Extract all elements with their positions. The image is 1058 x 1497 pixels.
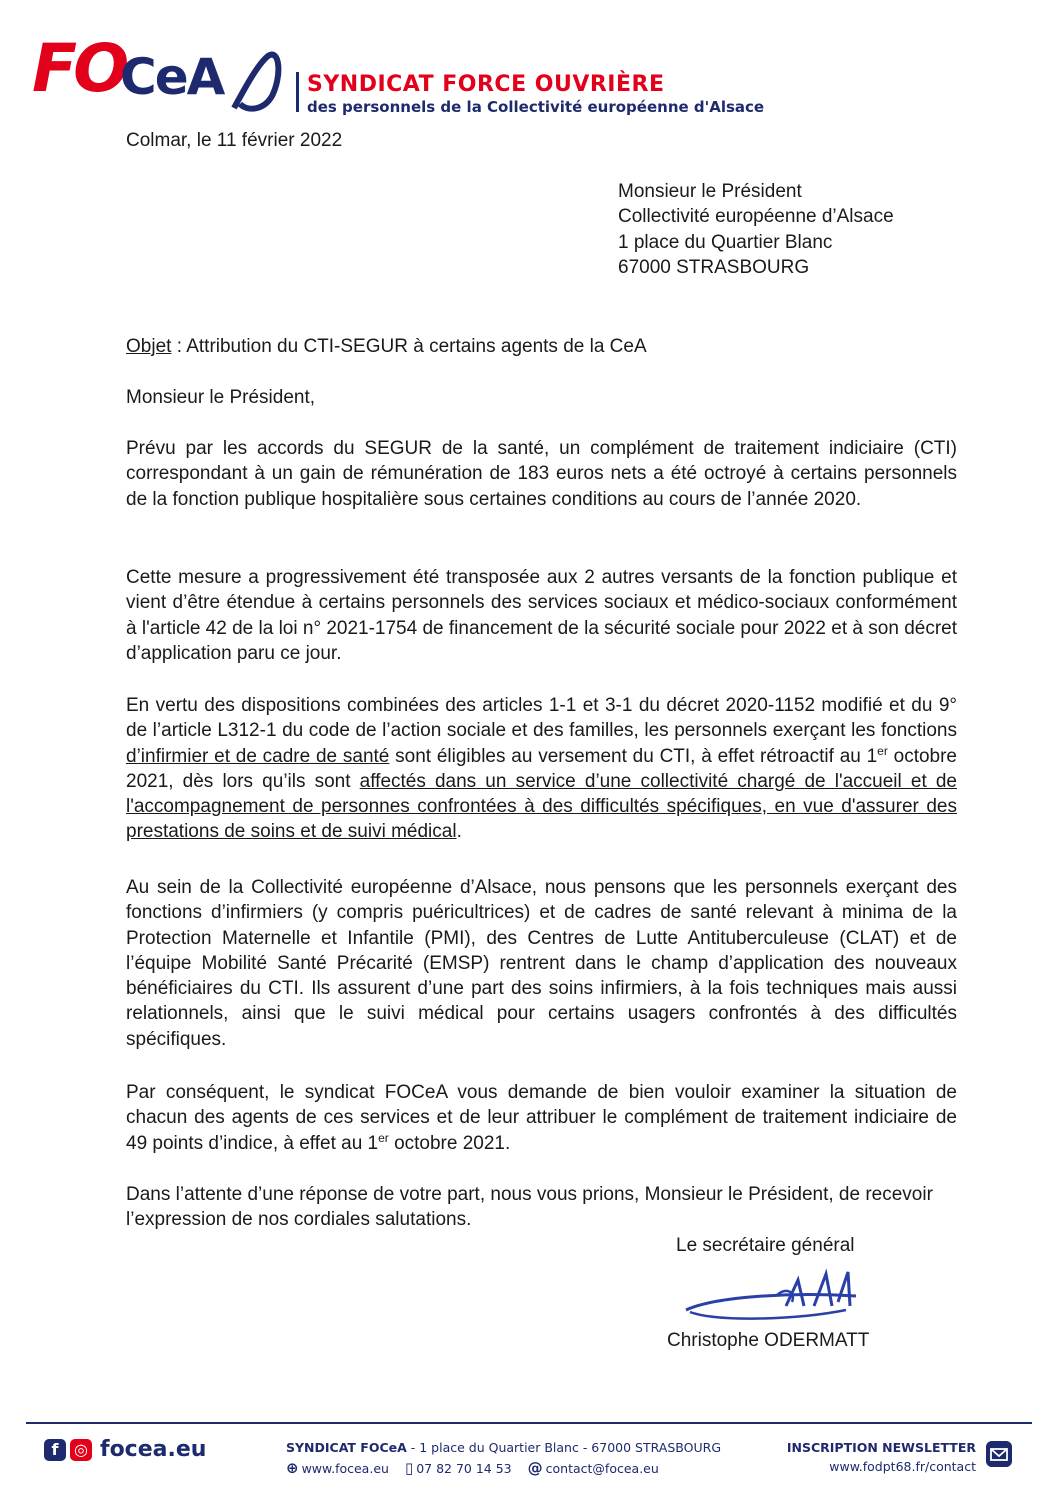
globe-icon: ⊕ (286, 1459, 299, 1477)
paragraph-1: Prévu par les accords du SEGUR de la santé, un complément de traitement indiciaire (CTI) correspondant à un gain de rémunération de 183 euros nets a été octroyé à certains personnels de la fonction publique hospitalière sous certaines conditions au cours de l’année 2020. (126, 438, 957, 510)
recipient-line: Collectivité européenne d’Alsace (618, 206, 894, 228)
recipient-address (618, 179, 894, 280)
footer-contact-line (286, 1459, 736, 1477)
p3-text-a: En vertu des dispositions combinées des articles 1-1 et 3-1 du décret 2020-1152 modifié et du 9° de l’article L312-1 du code de l’action sociale et des familles, les personnels exerçant les fonctions (126, 695, 957, 742)
footer-email-text: contact@focea.eu (545, 1461, 659, 1476)
p3-superscript: er (877, 743, 888, 758)
header-title: SYNDICAT FORCE OUVRIÈRE (307, 72, 665, 97)
letterhead (28, 30, 788, 120)
subject-label: Objet (126, 336, 172, 357)
p3-text-c: sont éligibles au versement du CTI, à effet rétroactif au 1 (389, 745, 878, 767)
footer-phone-text: 07 82 70 14 53 (416, 1461, 512, 1476)
footer-newsletter (786, 1440, 976, 1474)
newsletter-label: INSCRIPTION NEWSLETTER (786, 1440, 976, 1455)
handwritten-signature (676, 1266, 876, 1330)
closing-paragraph: Dans l’attente d’une réponse de votre part, nous vous prions, Monsieur le Président, de recevoir l’expression de nos cordiales salutations. (126, 1184, 933, 1231)
logo-fo: FO (32, 30, 126, 107)
mail-icon[interactable] (986, 1441, 1012, 1467)
recipient-line: 1 place du Quartier Blanc (618, 231, 833, 253)
signer-title: Le secrétaire général (676, 1235, 855, 1256)
paragraph-2: Cette mesure a progressivement été transposée aux 2 autres versants de la fonction publique et vient d’être étendue à certains personnels des services sociaux et médico-sociaux conformément à l'article 42 de la loi n° 2021-1754 de financement de la sécurité sociale pour 2022 et à son décret d’application paru ce jour. (126, 567, 957, 664)
paragraph-3 (126, 693, 957, 845)
subject-text: : Attribution du CTI-SEGUR à certains agents de la CeA (171, 336, 647, 357)
paragraph-4: Au sein de la Collectivité européenne d’Alsace, nous pensons que les personnels exerçant des fonctions d’infirmiers (y compris puéricultrices) et de cadres de santé relevant à minima de la Protection Maternelle et Infantile (PMI), des Centres de Lutte Antituberculeuse (CLAT) et de l’équipe Mobilité Santé Précarité (EMSP) rentrent dans le champ d’application des nouveaux bénéficiaires du CTI. Ils assurent d’une part des soins infirmiers, à la fois techniques mais aussi relationnels, ainsi que le suivi médical pour certains usagers confrontés à des difficultés spécifiques. (126, 877, 957, 1050)
recipient-line: 67000 STRASBOURG (618, 256, 810, 278)
recipient-line: Monsieur le Président (618, 181, 802, 202)
header-subtitle: des personnels de la Collectivité européenne d'Alsace (307, 98, 765, 116)
instagram-icon[interactable]: ◎ (70, 1439, 92, 1461)
p5-text-b: octobre 2021. (388, 1132, 511, 1154)
p5-superscript: er (378, 1130, 389, 1145)
p5-text-a: Par conséquent, le syndicat FOCeA vous demande de bien vouloir examiner la situation de chacun des agents de ces services et de leur attribuer le complément de traitement indiciaire de 49 points d’indice, à effet au 1 (126, 1082, 957, 1154)
p3-text-d: octobre 2021, dès lors qu’ils sont (126, 745, 957, 792)
footer-org-address: - 1 place du Quartier Blanc - 67000 STRASBOURG (406, 1440, 721, 1455)
subject-line (126, 334, 647, 359)
salutation: Monsieur le Président, (126, 387, 316, 408)
newsletter-link[interactable]: www.fodpt68.fr/contact (829, 1459, 976, 1474)
footer-web[interactable] (286, 1459, 389, 1477)
footer-web-text: www.focea.eu (301, 1461, 389, 1476)
footer-social (44, 1437, 206, 1462)
footer-email[interactable] (528, 1459, 659, 1477)
signer-name: Christophe ODERMATT (667, 1330, 870, 1351)
footer-site-link[interactable]: focea.eu (100, 1437, 207, 1462)
logo-swoosh-icon (228, 46, 284, 114)
footer-divider (26, 1422, 1032, 1424)
p3-underlined-roles: d’infirmier et de cadre de santé (126, 745, 390, 767)
header-divider (296, 72, 299, 112)
at-icon: @ (527, 1459, 543, 1477)
logo-cea: CeA (120, 48, 224, 106)
paragraph-5 (126, 1080, 957, 1156)
p3-underlined-conditions: affectés dans un service d’une collectivité chargé de l'accueil et de l'accompagnement de personnes confrontées à des difficultés spécifiques, en vue d'assurer des prestations de soins et de suivi médical (126, 770, 957, 843)
footer-org-line (286, 1440, 736, 1455)
letter-date: Colmar, le 11 février 2022 (126, 130, 343, 151)
footer-phone[interactable] (405, 1459, 512, 1477)
phone-icon: ▯ (404, 1459, 414, 1477)
footer-contact (286, 1440, 736, 1477)
p3-text-f: . (456, 821, 462, 843)
footer-org-name: SYNDICAT FOCeA (286, 1440, 407, 1455)
facebook-icon[interactable]: f (44, 1439, 66, 1461)
